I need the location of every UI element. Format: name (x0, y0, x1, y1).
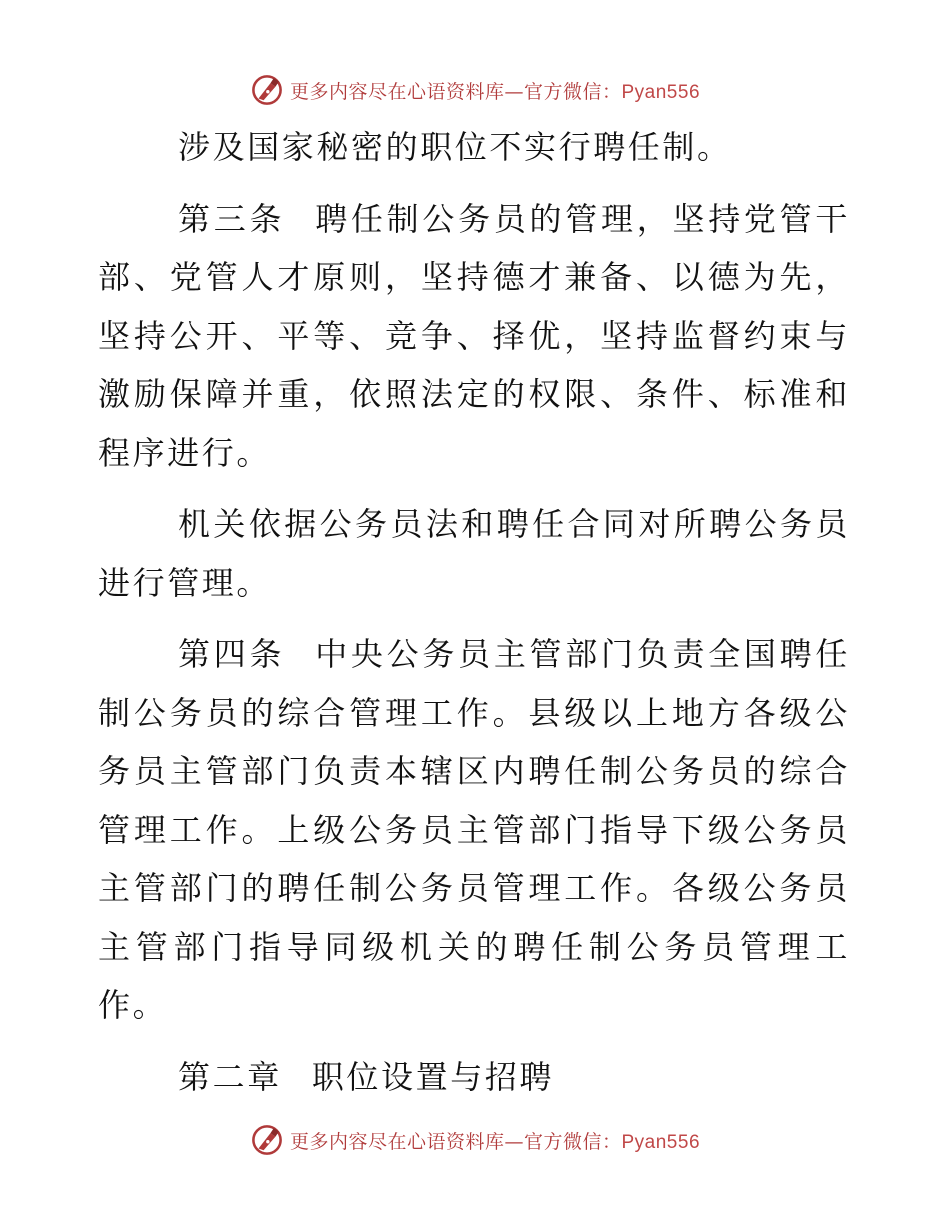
watermark-header (0, 70, 950, 110)
article-text: 中央公务员主管部门负责全国聘任制公务员的综合管理工作。县级以上地方各级公务员主管部门负责本辖区内聘任制公务员的综合管理工作。上级公务员主管部门指导下级公务员主管部门的聘任制公务员管理工作。各级公务员主管部门指导同级机关的聘任制公务员管理工作。 (98, 635, 850, 1024)
chapter-number: 第二章 (178, 1057, 282, 1096)
pen-nib-logo-icon (250, 73, 284, 107)
watermark-wechat-id: Pyan556 (621, 81, 701, 103)
chapter-title: 职位设置与招聘 (311, 1057, 555, 1096)
pen-nib-logo-icon (250, 1123, 284, 1157)
chapter-heading (98, 1048, 850, 1107)
article-number: 第三条 (178, 199, 286, 238)
paragraph-management-basis: 机关依据公务员法和聘任合同对所聘公务员进行管理。 (98, 505, 850, 602)
paragraph-secret-positions: 涉及国家秘密的职位不实行聘任制。 (178, 128, 732, 166)
article-4 (98, 625, 850, 1035)
document-body (98, 118, 850, 1119)
watermark-text: 更多内容尽在心语资料库—官方微信：Pyan556 (289, 80, 701, 103)
watermark-text: 更多内容尽在心语资料库—官方微信：Pyan556 (289, 1130, 701, 1153)
watermark-footer (0, 1120, 950, 1160)
article-3 (98, 190, 850, 483)
article-text: 聘任制公务员的管理，坚持党管干部、党管人才原则，坚持德才兼备、以德为先，坚持公开、平等、竞争、择优，坚持监督约束与激励保障并重，依照法定的权限、条件、标准和程序进行。 (98, 199, 850, 472)
article-number: 第四条 (178, 635, 286, 673)
watermark-wechat-id: Pyan556 (621, 1131, 701, 1153)
